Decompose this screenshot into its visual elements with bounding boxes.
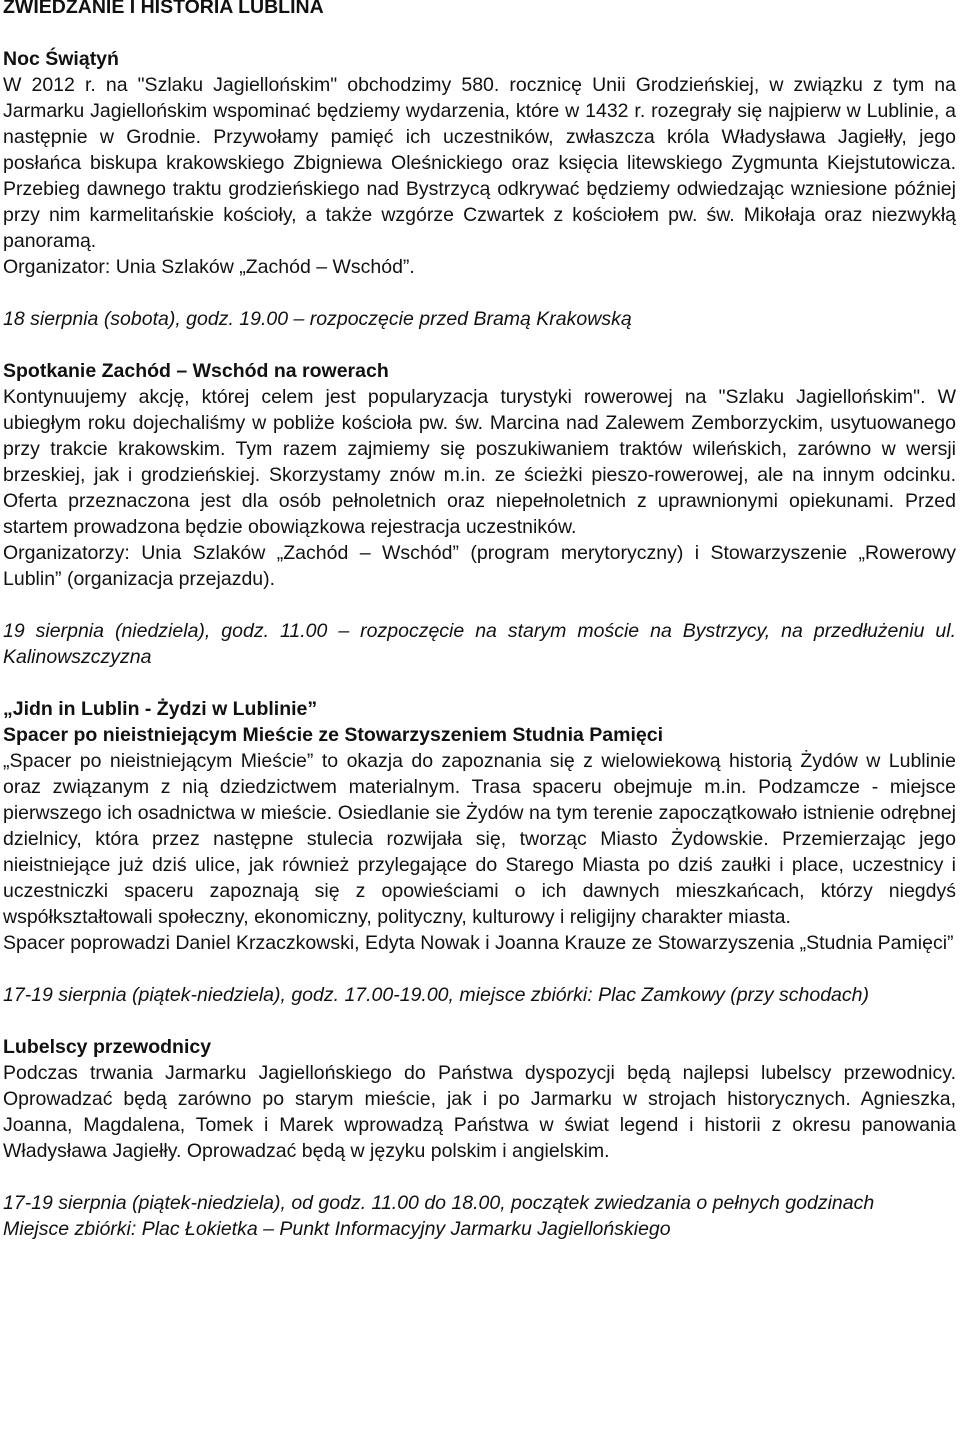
spacer	[3, 670, 956, 696]
event-przewodnicy	[3, 1034, 956, 1242]
event-organizer: Spacer poprowadzi Daniel Krzaczkowski, Edyta Nowak i Joanna Krauze ze Stowarzyszenia „Studnia Pamięci”	[3, 932, 954, 954]
event-title: „Jidn in Lublin - Żydzi w Lublinie”	[3, 698, 318, 720]
event-meeting-point: Miejsce zbiórki: Plac Łokietka – Punkt Informacyjny Jarmarku Jagiellońskiego	[3, 1218, 671, 1240]
event-jidn-in-lublin	[3, 696, 956, 1008]
event-title: Spotkanie Zachód – Wschód na rowerach	[3, 360, 389, 382]
event-noc-swiatyn	[3, 46, 956, 332]
section-heading: ZWIEDZANIE I HISTORIA LUBLINA	[3, 0, 324, 18]
event-subtitle: Spacer po nieistniejącym Mieście ze Stowarzyszeniem Studnia Pamięci	[3, 724, 664, 746]
spacer	[3, 20, 956, 46]
event-organizer: Organizator: Unia Szlaków „Zachód – Wschód”.	[3, 256, 415, 278]
spacer	[3, 592, 956, 618]
event-date: 18 sierpnia (sobota), godz. 19.00 – rozpoczęcie przed Bramą Krakowską	[3, 308, 632, 330]
spacer	[3, 956, 956, 982]
event-description: Kontynuujemy akcję, której celem jest popularyzacja turystyki rowerowej na "Szlaku Jagiellońskim". W ubiegłym roku dojechaliśmy w pobliże kościoła pw. św. Marcina nad Zalewem Zemborzyckim, usytuowanego przy trakcie krakowskim. Tym razem zajmiemy się poszukiwaniem traktów wileńskich, zarówno w wersji brzeskiej, jak i grodzieńskiej. Skorzystamy znów m.in. ze ścieżki pieszo-rowerowej, ale na innym odcinku. Oferta przeznaczona jest dla osób pełnoletnich oraz niepełnoletnich z uprawnionymi opiekunami. Przed startem prowadzona będzie obowiązkowa rejestracja uczestników.	[3, 386, 956, 538]
event-title: Noc Świątyń	[3, 48, 119, 70]
event-description: Podczas trwania Jarmarku Jagiellońskiego do Państwa dyspozycji będą najlepsi lubelscy przewodnicy. Oprowadzać będą zarówno po starym mieście, jak i po Jarmarku w strojach historycznych. Agnieszka, Joanna, Magdalena, Tomek i Marek wprowadzą Państwa w świat legend i historii z okresu panowania Władysława Jagiełły. Oprowadzać będą w języku polskim i angielskim.	[3, 1062, 956, 1162]
event-date: 17-19 sierpnia (piątek-niedziela), od godz. 11.00 do 18.00, początek zwiedzania o pełnych godzinach	[3, 1192, 875, 1214]
event-description: W 2012 r. na "Szlaku Jagiellońskim" obchodzimy 580. rocznicę Unii Grodzieńskiej, w związku z tym na Jarmarku Jagiellońskim wspominać będziemy wydarzenia, które w 1432 r. rozegrały się najpierw w Lublinie, a następnie w Grodnie. Przywołamy pamięć ich uczestników, zwłaszcza króla Władysława Jagiełły, jego posłańca biskupa krakowskiego Zbigniewa Oleśnickiego oraz księcia litewskiego Zygmunta Kiejstutowicza. Przebieg dawnego traktu grodzieńskiego nad Bystrzycą odkrywać będziemy odwiedzając wzniesione później przy nim karmelitańskie kościoły, a także wzgórze Czwartek z kościołem pw. św. Mikołaja oraz niezwykłą panoramą.	[3, 74, 956, 252]
spacer	[3, 1008, 956, 1034]
spacer	[3, 280, 956, 306]
event-date: 19 sierpnia (niedziela), godz. 11.00 – rozpoczęcie na starym moście na Bystrzycy, na przedłużeniu ul. Kalinowszczyzna	[3, 620, 956, 668]
event-rowery	[3, 358, 956, 670]
event-description: „Spacer po nieistniejącym Mieście” to okazja do zapoznania się z wielowiekową historią Żydów w Lublinie oraz związanym z nią dziedzictwem materialnym. Trasa spaceru obejmuje m.in. Podzamcze - miejsce pierwszego ich osadnictwa w mieście. Osiedlanie sie Żydów na tym terenie zapoczątkowało istnienie odrębnej dzielnicy, która przez następne stulecia rozwijała się, tworząc Miasto Żydowskie. Przemierzając jego nieistniejące już dziś ulice, jak również przylegające do Starego Miasta po dziś zaułki i place, uczestnicy i uczestniczki spaceru zapoznają się z opowieściami o ich dawnych mieszkańcach, którzy niegdyś współkształtowali społeczny, ekonomiczny, polityczny, kulturowy i religijny charakter miasta.	[3, 750, 956, 928]
spacer	[3, 1164, 956, 1190]
event-title: Lubelscy przewodnicy	[3, 1036, 212, 1058]
event-date: 17-19 sierpnia (piątek-niedziela), godz. 17.00-19.00, miejsce zbiórki: Plac Zamkowy (przy schodach)	[3, 984, 869, 1006]
event-organizer: Organizatorzy: Unia Szlaków „Zachód – Wschód” (program merytoryczny) i Stowarzyszenie „Rowerowy Lublin” (organizacja przejazdu).	[3, 542, 956, 590]
spacer	[3, 332, 956, 358]
